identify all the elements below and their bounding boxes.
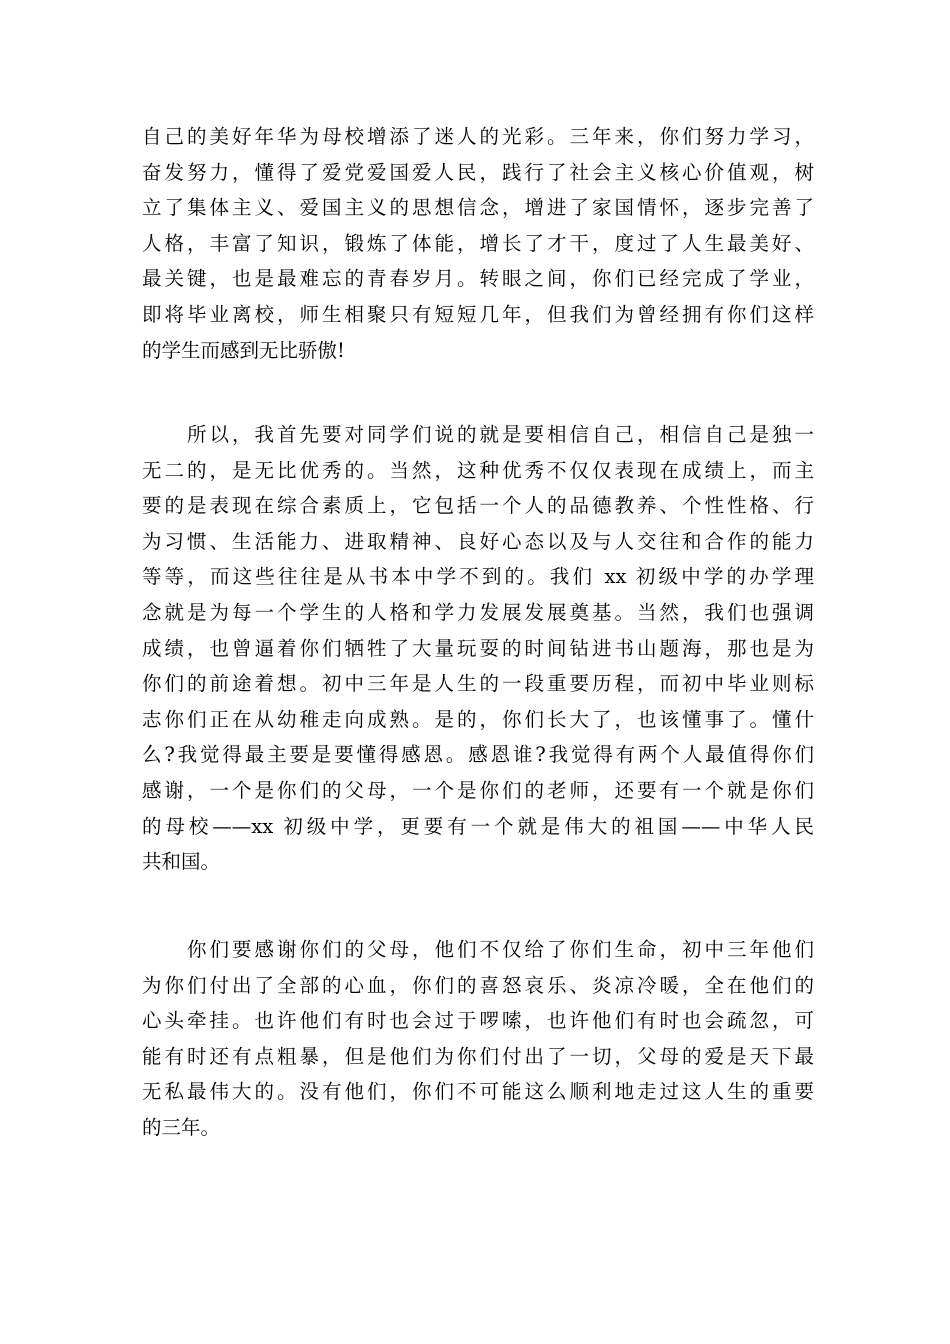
paragraph-line: 人格，丰富了知识，锻炼了体能，增长了才干，度过了人生最美好、 [142,231,814,255]
paragraph-line: 感谢，一个是你们的父母，一个是你们的老师，还要有一个就是你们 [142,778,814,802]
paragraph-line: 无二的，是无比优秀的。当然，这种优秀不仅仅表现在成绩上，而主 [142,458,814,482]
paragraph-line: 无私最伟大的。没有他们，你们不可能这么顺利地走过这人生的重要 [142,1080,814,1104]
paragraph-line: 志你们正在从幼稚走向成熟。是的，你们长大了，也该懂事了。懂什 [142,707,814,731]
paragraph-line: 成绩，也曾逼着你们牺牲了大量玩耍的时间钻进书山题海，那也是为 [142,636,814,660]
paragraph-line: 为习惯、生活能力、进取精神、良好心态以及与人交往和合作的能力 [142,529,814,553]
paragraph-1 [142,119,814,368]
paragraph-line: 立了集体主义、爱国主义的思想信念，增进了家国情怀，逐步完善了 [142,196,814,220]
paragraph-line: 要的是表现在综合素质上，它包括一个人的品德教养、个性性格、行 [142,494,814,518]
paragraph-line: 自己的美好年华为母校增添了迷人的光彩。三年来，你们努力学习， [142,125,814,148]
paragraph-line: 么?我觉得最主要是要懂得感恩。感恩谁?我觉得有两个人最值得你们 [142,743,814,767]
paragraph-line: 等等，而这些往往是从书本中学不到的。我们 xx 初级中学的办学理 [142,565,814,589]
paragraph-line: 所以，我首先要对同学们说的就是要相信自己，相信自己是独一 [142,423,814,446]
paragraph-line: 心头牵挂。也许他们有时也会过于啰嗦，也许他们有时也会疏忽，可 [142,1009,814,1033]
paragraph-line: 共和国。 [142,850,221,874]
paragraph-line: 即将毕业离校，师生相聚只有短短几年，但我们为曾经拥有你们这样 [142,302,814,326]
paragraph-3 [142,932,814,1146]
paragraph-line: 的三年。 [142,1115,221,1139]
paragraph-line: 最关键，也是最难忘的青春岁月。转眼之间，你们已经完成了学业， [142,267,814,291]
paragraph-line: 你们要感谢你们的父母，他们不仅给了你们生命，初中三年他们 [142,938,814,961]
paragraph-line: 奋发努力，懂得了爱党爱国爱人民，践行了社会主义核心价值观，树 [142,160,814,184]
paragraph-line: 的学生而感到无比骄傲! [142,338,345,362]
paragraph-line: 念就是为每一个学生的人格和学力发展发展奠基。当然，我们也强调 [142,600,814,624]
paragraph-2 [142,417,814,880]
paragraph-line: 为你们付出了全部的心血，你们的喜怒哀乐、炎凉冷暖，全在他们的 [142,973,814,997]
paragraph-line: 你们的前途着想。初中三年是人生的一段重要历程，而初中毕业则标 [142,672,814,696]
paragraph-line: 能有时还有点粗暴，但是他们为你们付出了一切，父母的爱是天下最 [142,1044,814,1068]
paragraph-line: 的母校——xx 初级中学，更要有一个就是伟大的祖国——中华人民 [142,814,814,838]
